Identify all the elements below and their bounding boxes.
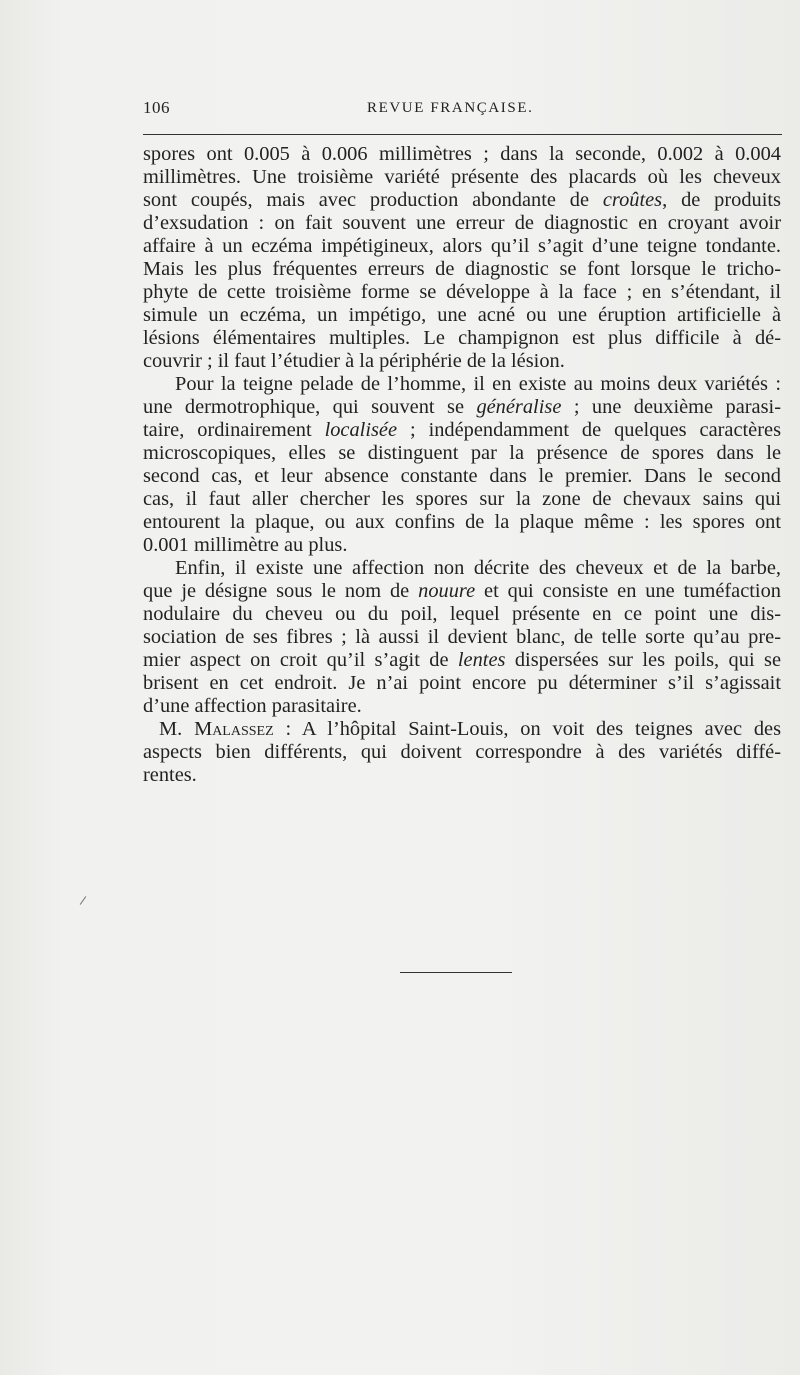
text-line: entourent la plaque, ou aux confins de la plaque même : les spores ont bbox=[143, 511, 781, 533]
text-line: une dermotrophique, qui souvent se généralise ; une deuxième parasi- bbox=[143, 396, 781, 418]
text-line: sociation de ses fibres ; là aussi il devient blanc, de telle sorte qu’au pre- bbox=[143, 626, 781, 648]
text-line: brisent en cet endroit. Je n’ai point encore pu déterminer s’il s’agissait bbox=[143, 672, 781, 694]
text-line: que je désigne sous le nom de nouure et qui consiste en une tuméfaction bbox=[143, 580, 781, 602]
text-line: d’exsudation : on fait souvent une erreur de diagnostic en croyant avoir bbox=[143, 212, 781, 234]
stray-pencil-mark bbox=[80, 896, 87, 905]
text-line: Enfin, il existe une affection non décrite des cheveux et de la barbe, bbox=[175, 557, 781, 579]
body-text bbox=[143, 143, 781, 787]
text-line: d’une affection parasitaire. bbox=[143, 695, 362, 717]
text-line: Mais les plus fréquentes erreurs de diagnostic se font lorsque le tricho- bbox=[143, 258, 781, 280]
text-line: rentes. bbox=[143, 764, 197, 786]
show-through-text bbox=[120, 760, 780, 1090]
section-end-rule bbox=[400, 972, 512, 973]
text-line: aspects bien différents, qui doivent correspondre à des variétés diffé- bbox=[143, 741, 781, 763]
header-rule bbox=[143, 134, 782, 135]
text-line: M. Malassez : A l’hôpital Saint-Louis, on voit des teignes avec des bbox=[159, 718, 781, 740]
text-line: millimètres. Une troisième variété présente des placards où les cheveux bbox=[143, 166, 781, 188]
text-line: nodulaire du cheveu ou du poil, lequel présente en ce point une dis- bbox=[143, 603, 781, 625]
text-line: couvrir ; il faut l’étudier à la périphérie de la lésion. bbox=[143, 350, 565, 372]
text-line: microscopiques, elles se distinguent par la présence de spores dans le bbox=[143, 442, 781, 464]
text-line: sont coupés, mais avec production abondante de croûtes, de produits bbox=[143, 189, 781, 211]
paragraph-nouure bbox=[143, 557, 781, 718]
page-header bbox=[143, 98, 783, 122]
running-title: REVUE FRANÇAISE. bbox=[367, 100, 534, 116]
text-line: mier aspect on croit qu’il s’agit de lentes dispersées sur les poils, qui se bbox=[143, 649, 781, 671]
text-line: 0.001 millimètre au plus. bbox=[143, 534, 348, 556]
text-line: second cas, et leur absence constante dans le premier. Dans le second bbox=[143, 465, 781, 487]
text-line: Pour la teigne pelade de l’homme, il en existe au moins deux variétés : bbox=[175, 373, 781, 395]
text-line: spores ont 0.005 à 0.006 millimètres ; dans la seconde, 0.002 à 0.004 bbox=[143, 143, 781, 165]
paragraph-continuation bbox=[143, 143, 781, 373]
paragraph-pelade bbox=[143, 373, 781, 557]
text-line: simule un eczéma, un impétigo, une acné ou une éruption artificielle à bbox=[143, 304, 781, 326]
text-line: cas, il faut aller chercher les spores sur la zone de chevaux sains qui bbox=[143, 488, 781, 510]
paragraph-malassez bbox=[143, 718, 781, 787]
text-line: taire, ordinairement localisée ; indépendamment de quelques caractères bbox=[143, 419, 781, 441]
text-line: lésions élémentaires multiples. Le champignon est plus difficile à dé- bbox=[143, 327, 781, 349]
text-line: phyte de cette troisième forme se développe à la face ; en s’étendant, il bbox=[143, 281, 781, 303]
text-line: affaire à un eczéma impétigineux, alors qu’il s’agit d’une teigne tondante. bbox=[143, 235, 781, 257]
page-number: 106 bbox=[143, 98, 170, 117]
